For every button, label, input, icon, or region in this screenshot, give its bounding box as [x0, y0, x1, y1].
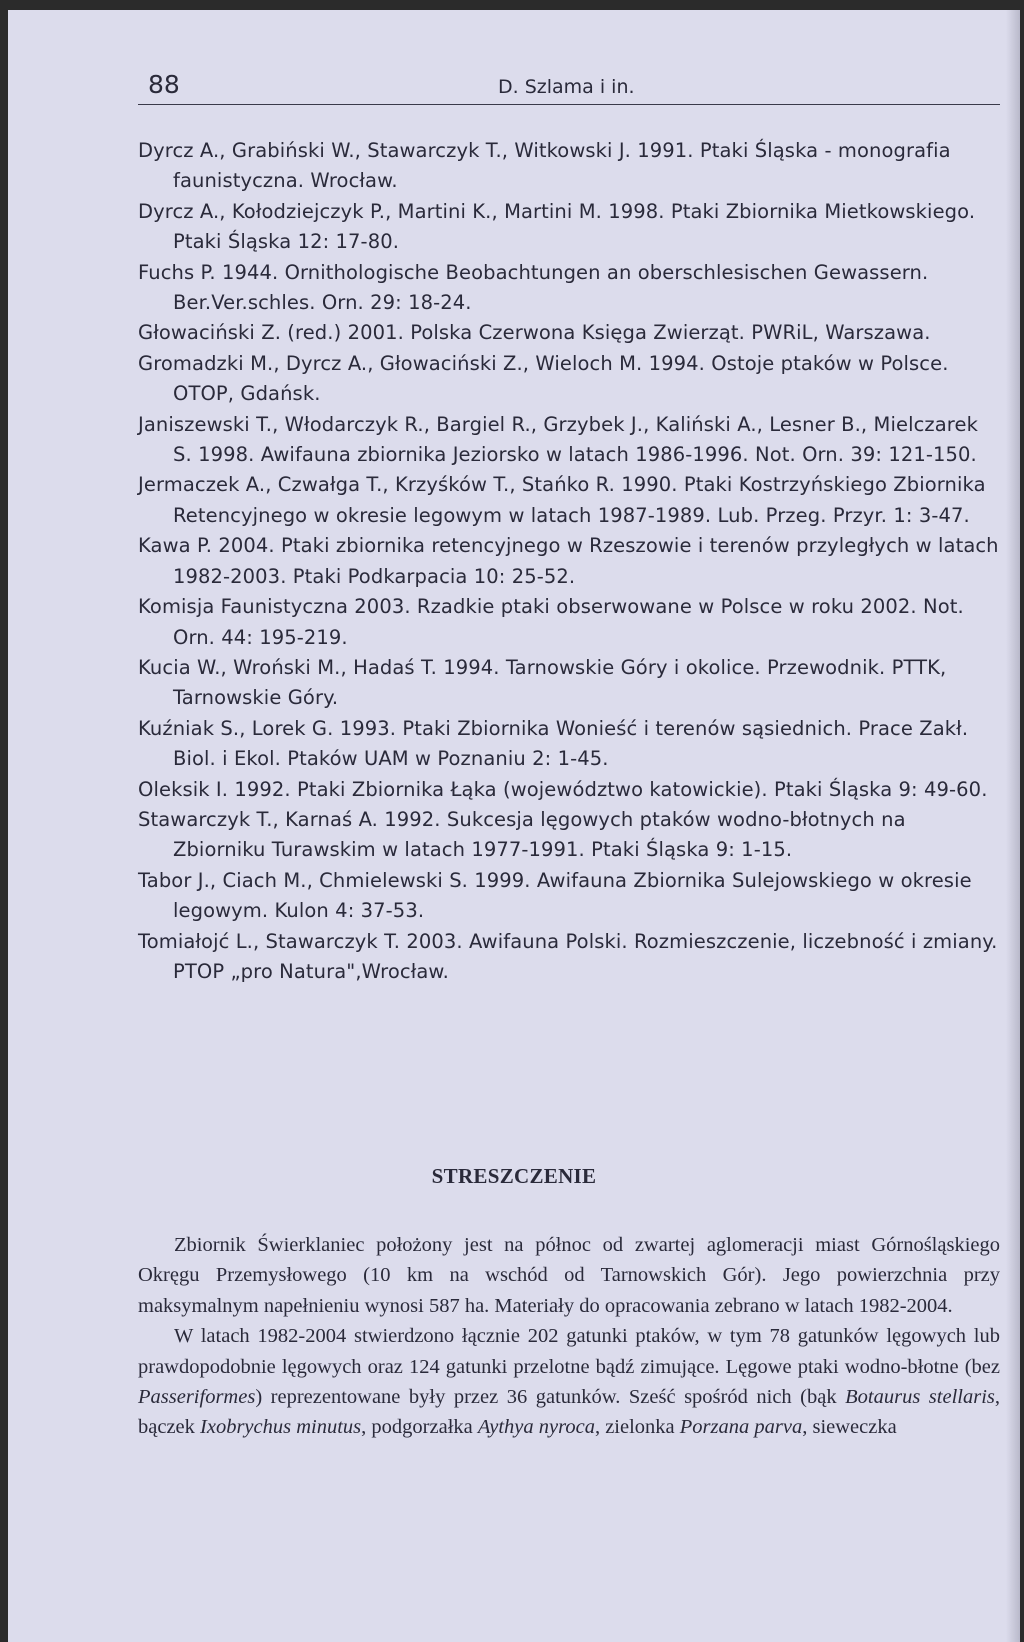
text-run: ) reprezentowane były przez 36 gatunków. Sześć spośród nich (bąk: [255, 1386, 846, 1409]
reference-item: Oleksik I. 1992. Ptaki Zbiornika Łąka (województwo katowickie). Ptaki Śląska 9: 49-60.: [138, 777, 988, 801]
reference-item: Janiszewski T., Włodarczyk R., Bargiel R., Grzybek J., Kaliński A., Lesner B., Mielczarek S. 1998. Awifauna zbiornika Jeziorsko w latach 1986-1996. Not. Orn. 39: 121-150.: [138, 412, 978, 467]
taxon-name: Aythya nyroca: [477, 1416, 595, 1439]
reference-item: Fuchs P. 1944. Ornithologische Beobachtungen an oberschlesischen Gewassern. Ber.Ver.schles. Orn. 29: 18-24.: [138, 260, 929, 315]
reference-item: Kuźniak S., Lorek G. 1993. Ptaki Zbiornika Wonieść i terenów sąsiednich. Prace Zakł. Biol. i Ekol. Ptaków UAM w Poznaniu 2: 1-45.: [138, 716, 969, 771]
reference-list: [138, 136, 1000, 987]
taxon-name: Porzana parva: [679, 1416, 803, 1439]
running-head: D. Szlama i in.: [498, 76, 635, 98]
reference-item: Tomiałojć L., Stawarczyk T. 2003. Awifauna Polski. Rozmieszczenie, liczebność i zmiany. PTOP „pro Natura",Wrocław.: [138, 929, 998, 983]
taxon-name: Ixobrychus minutus: [200, 1416, 362, 1439]
text-run: , podgorzałka: [361, 1416, 478, 1439]
reference-item: Stawarczyk T., Karnaś A. 1992. Sukcesja lęgowych ptaków wodno-błotnych na Zbiorniku Turawskim w latach 1977-1991. Ptaki Śląska 9: 1-15.: [138, 807, 906, 862]
reference-item: Dyrcz A., Kołodziejczyk P., Martini K., Martini M. 1998. Ptaki Zbiornika Mietkowskiego. Ptaki Śląska 12: 17-80.: [138, 199, 976, 254]
reference-item: Głowaciński Z. (red.) 2001. Polska Czerwona Księga Zwierząt. PWRiL, Warszawa.: [138, 321, 931, 345]
text-run: , sieweczka: [802, 1416, 897, 1439]
reference-item: Kucia W., Wroński M., Hadaś T. 1994. Tarnowskie Góry i okolice. Przewodnik. PTTK, Tarnowskie Góry.: [138, 655, 947, 710]
text-run: W latach 1982-2004 stwierdzono łącznie 202 gatunki ptaków, w tym 78 gatunków lęgowych lub prawdopodobnie lęgowych oraz 124 gatunki przelotne bądź zimujące. Lęgowe ptaki wodno-błotne (bez: [138, 1325, 1000, 1378]
reference-item: Dyrcz A., Grabiński W., Stawarczyk T., Witkowski J. 1991. Ptaki Śląska - monografia faunistyczna. Wrocław.: [138, 139, 951, 193]
page-edge-shadow: [1006, 10, 1020, 1642]
abstract-paragraph-2: [138, 1321, 1000, 1443]
taxon-name: Passeriformes: [138, 1386, 256, 1409]
taxon-name: Botaurus stellaris: [845, 1386, 995, 1409]
page-number: 88: [148, 70, 180, 99]
reference-item: Jermaczek A., Czwałga T., Krzyśków T., Stańko R. 1990. Ptaki Kostrzyńskiego Zbiornika Retencyjnego w okresie legowym w latach 1987-1989. Lub. Przeg. Przyr. 1: 3-47.: [138, 473, 986, 527]
text-run: , bączek: [138, 1386, 1000, 1439]
abstract-body: [138, 1230, 1000, 1443]
reference-item: Kawa P. 2004. Ptaki zbiornika retencyjnego w Rzeszowie i terenów przyległych w latach 1982-2003. Ptaki Podkarpacia 10: 25-52.: [138, 534, 999, 588]
document-page: [8, 10, 1020, 1642]
reference-item: Gromadzki M., Dyrcz A., Głowaciński Z., Wieloch M. 1994. Ostoje ptaków w Polsce. OTOP, Gdańsk.: [138, 351, 949, 406]
reference-item: Komisja Faunistyczna 2003. Rzadkie ptaki obserwowane w Polsce w roku 2002. Not. Orn. 44: 195-219.: [138, 595, 964, 649]
text-run: , zielonka: [594, 1416, 680, 1439]
reference-item: Tabor J., Ciach M., Chmielewski S. 1999. Awifauna Zbiornika Sulejowskiego w okresie legowym. Kulon 4: 37-53.: [138, 868, 972, 923]
abstract-title: STRESZCZENIE: [431, 1164, 597, 1188]
page-header: [138, 70, 1000, 105]
abstract-paragraph-1: Zbiornik Świerklaniec położony jest na północ od zwartej aglomeracji miast Górnośląskiego Okręgu Przemysłowego (10 km na wschód od Tarnowskich Gór). Jego powierzchnia przy maksymalnym napełnieniu wynosi 587 ha. Materiały do opracowania zebrano w latach 1982-2004.: [138, 1234, 1000, 1317]
